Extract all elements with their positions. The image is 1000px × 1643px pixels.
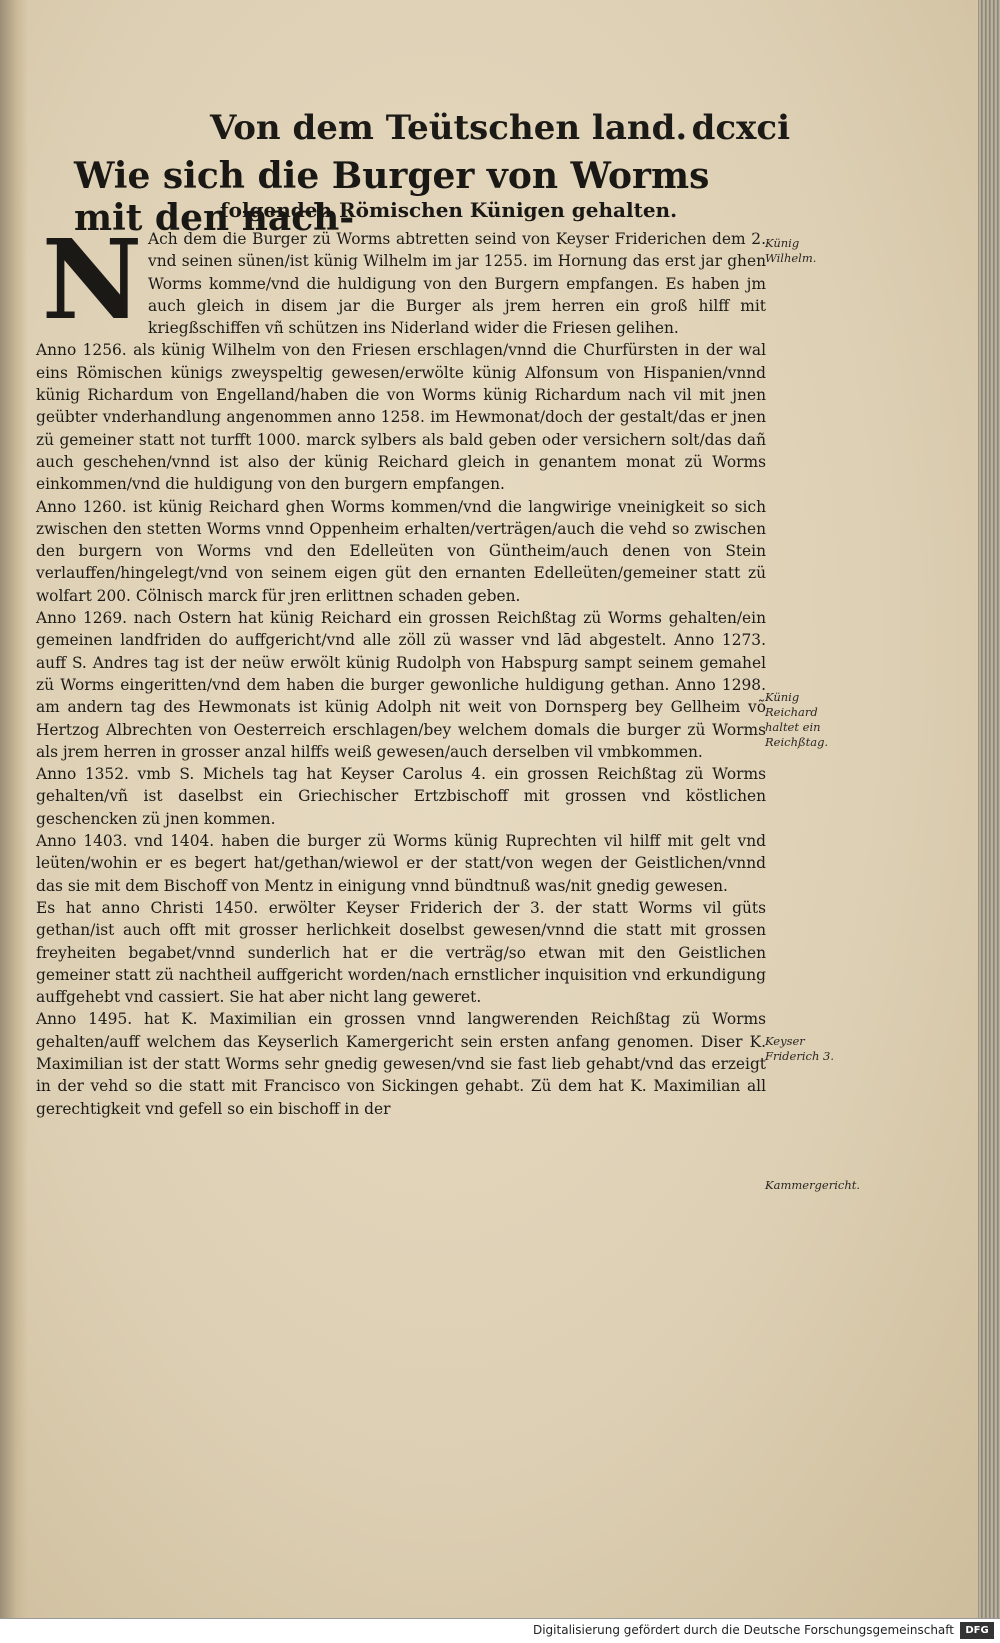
paragraph: Anno 1269. nach Ostern hat künig Reichard ein grossen Reichßtag zü Worms gehalten/ein gemeinen landfriden do auffgericht/vnd alle zöll zü wasser vnd lād abgestelt. Anno 1273. auff S. Andres tag ist der neüw erwölt künig Rudolph von Habspurg sampt seinem gemahel zü Worms eingeritten/vnd dem haben die burger gewonliche huldigung gethan. Anno 1298. am andern tag des Hewmonats ist künig Adolph nit weit von Dornsperg bey Gellheim võ Hertzog Albrechten von Oesterreich erschlagen/bey welchem domals die burger zü Worms als jrem herren in grosser anzal hilffs weiß gewesen/auch derselben vil vmbkommen. xyxy=(36,609,766,761)
paragraph: Anno 1495. hat K. Maximilian ein grossen vnnd langwerenden Reichßtag zü Worms gehalten/auff welchem das Keyserlich Kamergericht sein ersten anfang genomen. Diser K. Maximilian ist der statt Worms sehr gnedig gewesen/vnd sie fast lieb gehabt/vnd das erzeigt in der vehd so die statt mit Francisco von Sickingen gehabt. Zü dem hat K. Maximilian all gerechtigkeit vnd gefell so ein bischoff in der xyxy=(36,1010,766,1118)
paragraph: Anno 1352. vmb S. Michels tag hat Keyser Carolus 4. ein grossen Reichßtag zü Worms gehalten/vñ ist daselbst ein Griechischer Ertzbischoff mit grossen vnd köstlichen geschencken zü jnen kommen. xyxy=(36,765,766,828)
paragraph: Es hat anno Christi 1450. erwölter Keyser Friderich der 3. der statt Worms vil güts gethan/ist auch offt mit grosser herlichkeit doselbst gewesen/vnnd die statt mit grossen freyheiten begabet/vnnd sunderlich hat er die verträg/so etwan mit den Geistlichen gemeiner statt zü nachtheil auffgericht worden/nach ernstlicher inquisition vnd erkundigung auffgehebt vnd cassiert. Sie hat aber nicht lang geweret. xyxy=(36,898,766,1007)
folio-number: dcxci xyxy=(691,108,790,148)
paragraph: Anno 1260. ist künig Reichard ghen Worms kommen/vnd die langwirige vneinigkeit so sich zwischen den stetten Worms vnnd Oppenheim erhalten/verträgen/auch die vehd so zwischen den burgern von Worms vnd den Edelleüten von Güntheim/auch denen von Stein verlauffen/hingelegt/vnd von seinem eigen güt den ernanten Edelleüten/gemeiner statt zü wolfart 200. Cölnisch marck für jren erlittnen schaden geben. xyxy=(36,497,766,605)
margin-note: Keyser Friderich 3. xyxy=(765,1034,834,1063)
chapter-title: Wie sich die Burger von Worms mit den nach- xyxy=(74,155,710,239)
paragraph: Anno 1256. als künig Wilhelm von den Friesen erschlagen/vnnd die Churfürsten in der wal eins Römischen künigs zweyspeltig gewesen/erwölte künig Alfonsum von Hispanien/vnnd künig Richardum von Engelland/haben die von Worms künig Richardum nach vil mit jnen geübter vnderhandlung angenommen anno 1258. im Hewmonat/doch der gestalt/das er jnen zü gemeiner statt not turfft 1000. marck sylbers als bald geben oder versichern solt/das dañ auch geschehen/vnnd ist also der künig Reichard gleich in genantem monat zü Worms einkommen/vnd die huldigung von den burgern empfangen. xyxy=(36,341,766,494)
footer-bar xyxy=(0,1618,1000,1643)
margin-note: Künig Wilhelm. xyxy=(765,236,817,265)
paragraph: Ach dem die Burger zü Worms abtretten seind von Keyser Friderichen dem 2. vnd seinen sünen/ist künig Wilhelm im jar 1255. im Hornung das erst jar ghen Worms komme/vnd die huldigung von den Burgern empfangen. Es haben jm auch gleich in disem jar die Burger als jrem herren ein groß hilff mit kriegßschiffen vñ schützen ins Niderland wider die Friesen gelihen. xyxy=(148,230,766,338)
margin-note: Künig Reichard haltet ein Reichßtag. xyxy=(765,690,829,749)
margin-note: Kammergericht. xyxy=(765,1178,861,1192)
chapter-subtitle: folgenden Römischen Künigen gehalten. xyxy=(220,198,678,222)
decorated-initial xyxy=(36,215,148,344)
initial-letter: N xyxy=(41,215,143,344)
running-head xyxy=(210,108,790,154)
page-stack-edge xyxy=(978,0,1000,1618)
paragraph: Anno 1403. vnd 1404. haben die burger zü Worms künig Ruprechten vil hilff mit gelt vnd leüten/wohin er es begert hat/gethan/wiewol er der statt/von wegen der Geistlichen/vnnd das sie mit dem Bischoff von Mentz in einigung vnnd bündtnuß was/nit gnedig gewesen. xyxy=(36,832,766,895)
dfg-logo: DFG xyxy=(960,1622,994,1639)
footer-credit: Digitalisierung gefördert durch die Deutsche Forschungsgemeinschaft xyxy=(532,1623,954,1637)
running-head-title: Von dem Teütschen land. xyxy=(210,108,688,148)
body-text xyxy=(36,215,766,1120)
page-gutter xyxy=(0,0,28,1618)
